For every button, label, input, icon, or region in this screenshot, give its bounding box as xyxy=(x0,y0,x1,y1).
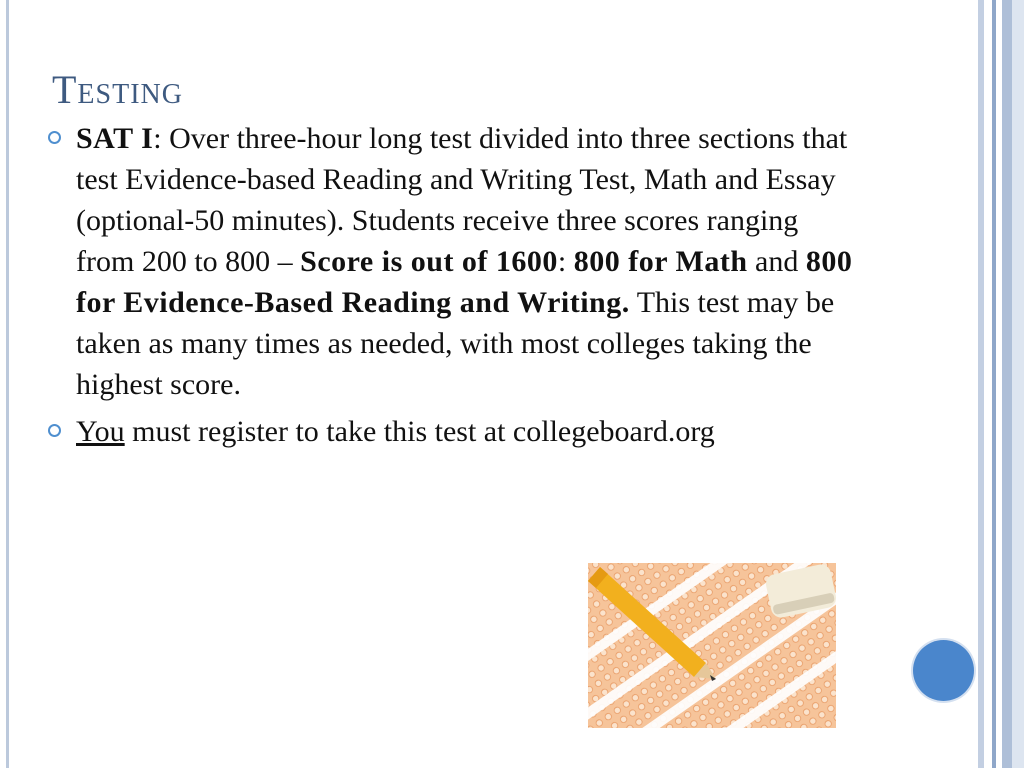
bullet-register xyxy=(44,411,864,452)
sat-description: : Over three-hour long test divided into three sections that test Evidence-based Reading and Writing Test, Math and Essay (optional-50 minutes). Students receive three scores ranging from 200 to 800 – xyxy=(76,122,848,278)
decorative-circle xyxy=(913,640,974,701)
sat-label: SAT I xyxy=(76,122,154,155)
slide-title: Testing xyxy=(52,67,183,112)
border-stripe xyxy=(984,0,992,768)
score-reading-writing: 800 for Evidence-Based Reading and Writing. xyxy=(76,245,853,319)
score-math: 800 for Math xyxy=(573,245,748,278)
left-rule xyxy=(6,0,9,768)
register-text: must register to take this test at collegeboard.org xyxy=(124,415,715,448)
retake-info: This test may be taken as many times as needed, with most colleges taking the highest score. xyxy=(76,286,835,401)
answer-sheet-photo xyxy=(588,563,836,728)
bullet-circle-icon xyxy=(48,424,61,437)
bullet-circle-icon xyxy=(48,131,61,144)
bullet-sat xyxy=(44,118,864,405)
text-and: and xyxy=(747,245,806,278)
slide-content xyxy=(44,118,864,458)
you-underlined: You xyxy=(76,415,125,448)
answer-sheet-pencil-eraser-photo-icon xyxy=(588,563,836,728)
border-stripe xyxy=(1012,0,1024,768)
right-border-stripes xyxy=(978,0,1024,768)
score-total: Score is out of 1600 xyxy=(300,245,558,278)
border-stripe xyxy=(1002,0,1012,768)
text-colon: : xyxy=(557,245,574,278)
